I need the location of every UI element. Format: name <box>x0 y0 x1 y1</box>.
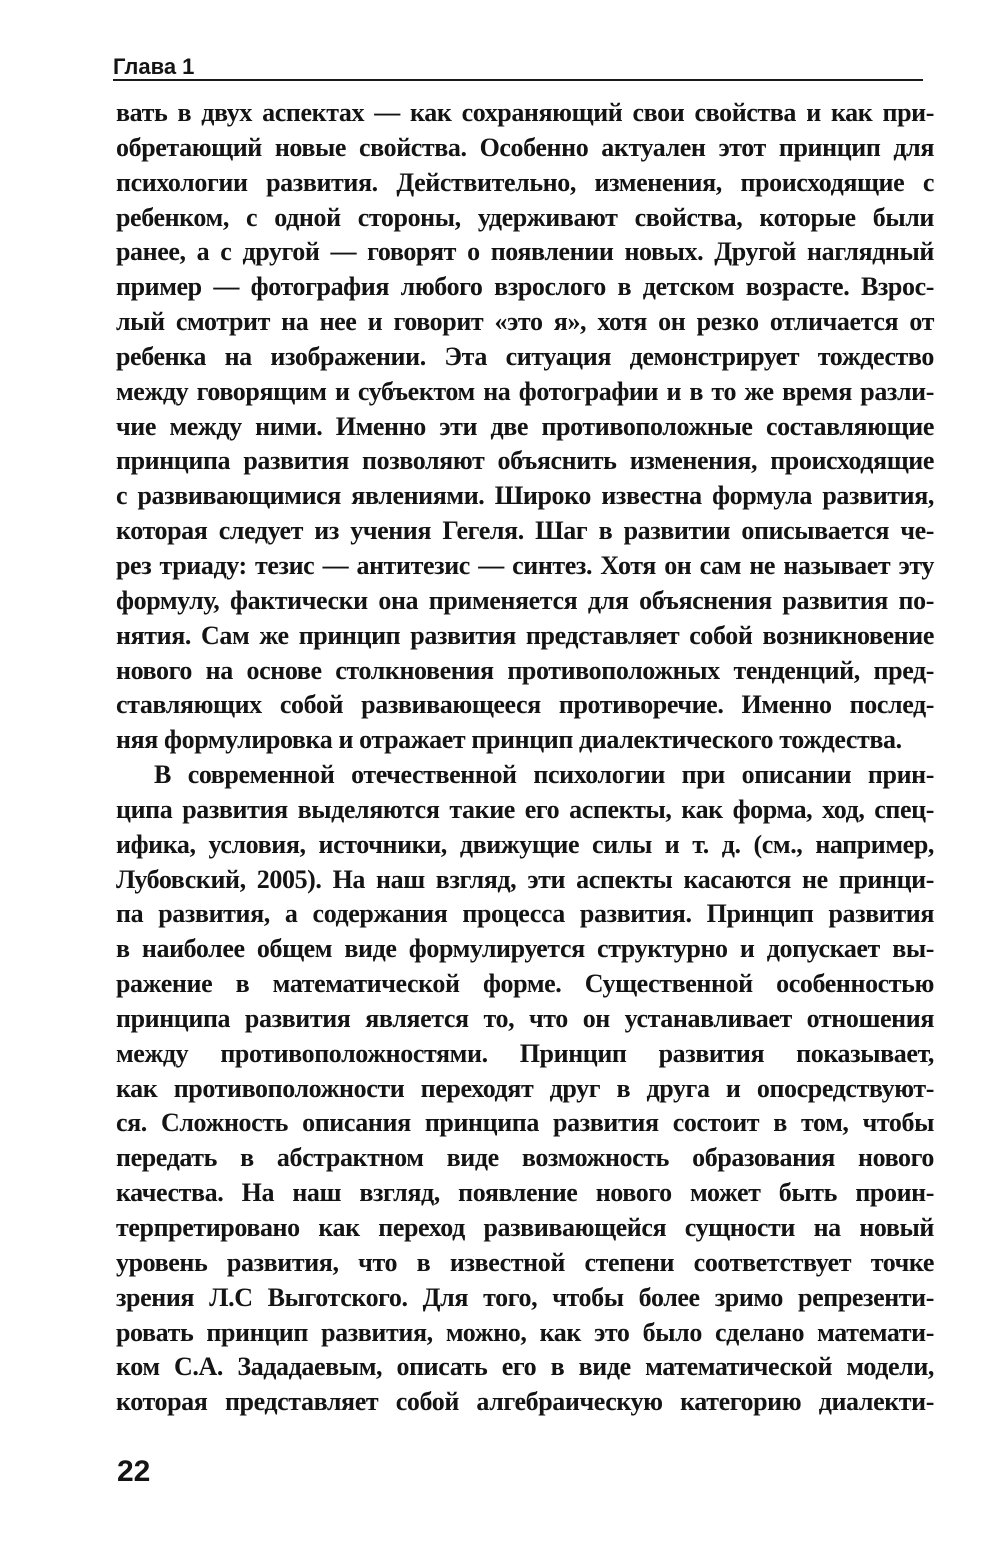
paragraph-1 <box>116 96 934 758</box>
text-line: психологии развития. Действительно, изменения, происходящие с <box>116 167 934 197</box>
text-line: нового на основе столкновения противоположных тенденций, пред- <box>116 655 934 685</box>
running-head: Глава 1 <box>113 54 195 79</box>
text-line: лый смотрит на нее и говорит «это я», хотя он резко отличается от <box>116 307 934 337</box>
text-line: качества. На наш взгляд, появление нового может быть проин- <box>116 1178 934 1208</box>
text-line: с развивающимися явлениями. Широко известна формула развития, <box>116 481 934 511</box>
text-line: Лубовский, 2005). На наш взгляд, эти аспекты касаются не принци- <box>116 864 934 894</box>
paragraph-2 <box>116 758 934 1420</box>
text-line: ражение в математической форме. Существенной особенностью <box>116 969 934 999</box>
header-rule <box>113 79 923 81</box>
text-line: которая представляет собой алгебраическую категорию диалекти- <box>116 1387 934 1417</box>
text-line: В современной отечественной психологии при описании прин- <box>154 760 934 790</box>
text-line: которая следует из учения Гегеля. Шаг в развитии описывается че- <box>116 516 934 546</box>
text-line: ципа развития выделяются такие его аспекты, как форма, ход, спец- <box>116 794 934 824</box>
text-line: уровень развития, что в известной степени соответствует точке <box>116 1247 934 1277</box>
text-line: как противоположности переходят друг в друга и опосредствуют- <box>116 1073 934 1103</box>
text-line: чие между ними. Именно эти две противоположные составляющие <box>116 411 934 441</box>
text-line: ребенка на изображении. Эта ситуация демонстрирует тождество <box>116 341 934 371</box>
text-line: ставляющих собой развивающееся противоречие. Именно послед- <box>116 690 934 720</box>
text-line: обретающий новые свойства. Особенно актуален этот принцип для <box>116 132 934 162</box>
text-line: па развития, а содержания процесса развития. Принцип развития <box>116 899 934 929</box>
text-line: между говорящим и субъектом на фотографии и в то же время разли- <box>116 376 934 406</box>
text-line: пример — фотография любого взрослого в детском возрасте. Взрос- <box>116 272 934 302</box>
text-line: передать в абстрактном виде возможность образования нового <box>116 1143 934 1173</box>
text-line: в наиболее общем виде формулируется структурно и допускает вы- <box>116 934 934 964</box>
page-number: 22 <box>117 1455 151 1488</box>
text-line: формулу, фактически она применяется для объяснения развития по- <box>116 585 934 615</box>
text-line: рез триаду: тезис — антитезис — синтез. Хотя он сам не называет эту <box>116 550 934 580</box>
text-line: вать в двух аспектах — как сохраняющий свои свойства и как при- <box>116 98 934 127</box>
text-line: между противоположностями. Принцип развития показывает, <box>116 1038 934 1068</box>
text-line: терпретировано как переход развивающейся сущности на новый <box>116 1213 934 1242</box>
text-line: ребенком, с одной стороны, удерживают свойства, которые были <box>116 202 934 232</box>
text-line: ся. Сложность описания принципа развития состоит в том, чтобы <box>116 1108 934 1138</box>
text-line: ранее, а с другой — говорят о появлении новых. Другой наглядный <box>116 237 934 267</box>
text-line: няя формулировка и отражает принцип диалектического тождества. <box>116 725 902 755</box>
text-line: ифика, условия, источники, движущие силы и т. д. (см., например, <box>116 829 934 859</box>
text-line: ровать принцип развития, можно, как это было сделано математи- <box>116 1317 934 1347</box>
text-line: нятия. Сам же принцип развития представляет собой возникновение <box>116 620 934 650</box>
text-line: зрения Л.С Выготского. Для того, чтобы более зримо репрезенти- <box>116 1282 934 1312</box>
body-text <box>116 96 934 1420</box>
text-line: ком С.А. Зададаевым, описать его в виде математической модели, <box>116 1352 934 1382</box>
text-line: принципа развития позволяют объяснить изменения, происходящие <box>116 446 934 476</box>
text-line: принципа развития является то, что он устанавливает отношения <box>116 1003 934 1033</box>
